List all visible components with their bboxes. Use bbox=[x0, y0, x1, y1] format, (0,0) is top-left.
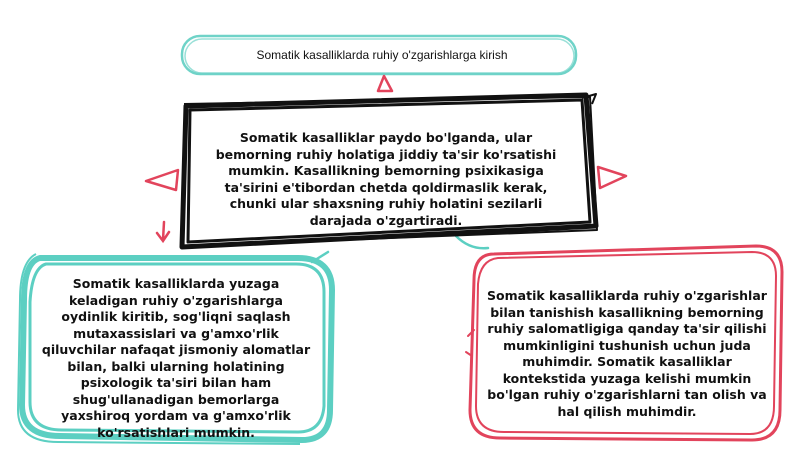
right-box-text: Somatik kasalliklarda ruhiy o'zgarishlar bilan tanishish kasallikning bemorning ruhiy salomatligiga qanday ta'sir qilishi mumkinligini tushunish uchun juda muhimdir. Somatik kasalliklar kontekstida yuzaga kelishi mumkin bo'lgan ruhiy o'zgarishlarni tan olish va hal qilish muhimdir. bbox=[487, 288, 767, 419]
arrow-down-right bbox=[456, 236, 488, 248]
arrow-down-left bbox=[157, 222, 169, 241]
arrow-title-down bbox=[378, 76, 392, 91]
left-box-text: Somatik kasalliklarda yuzaga keladigan ruhiy o'zgarishlarga oydinlik kiritib, sog'liqni saqlash mutaxassislari va g'amxo'rlik qiluvchilar nafaqat jismoniy alomatlar bilan, balki ularning holatining psixologik ta'siri bilan ham shug'ullanadigan bemorlarga yaxshiroq yordam va g'amxo'rlik ko'rsatishlari mumkin. bbox=[41, 276, 311, 440]
center-box-text: Somatik kasalliklar paydo bo'lganda, ular bemorning ruhiy holatiga jiddiy ta'sir ko'rsatishi mumkin. Kasallikning bemorning psixikasiga ta'sirini e'tibordan chetda qoldirmaslik kerak, chunki ular shaxsning ruhiy holatini sezilarli darajada o'zgartiradi. bbox=[215, 130, 557, 228]
arrow-left bbox=[146, 170, 178, 190]
arrow-right bbox=[598, 167, 626, 188]
diagram-title: Somatik kasalliklarda ruhiy o'zgarishlarga kirish bbox=[256, 48, 508, 62]
